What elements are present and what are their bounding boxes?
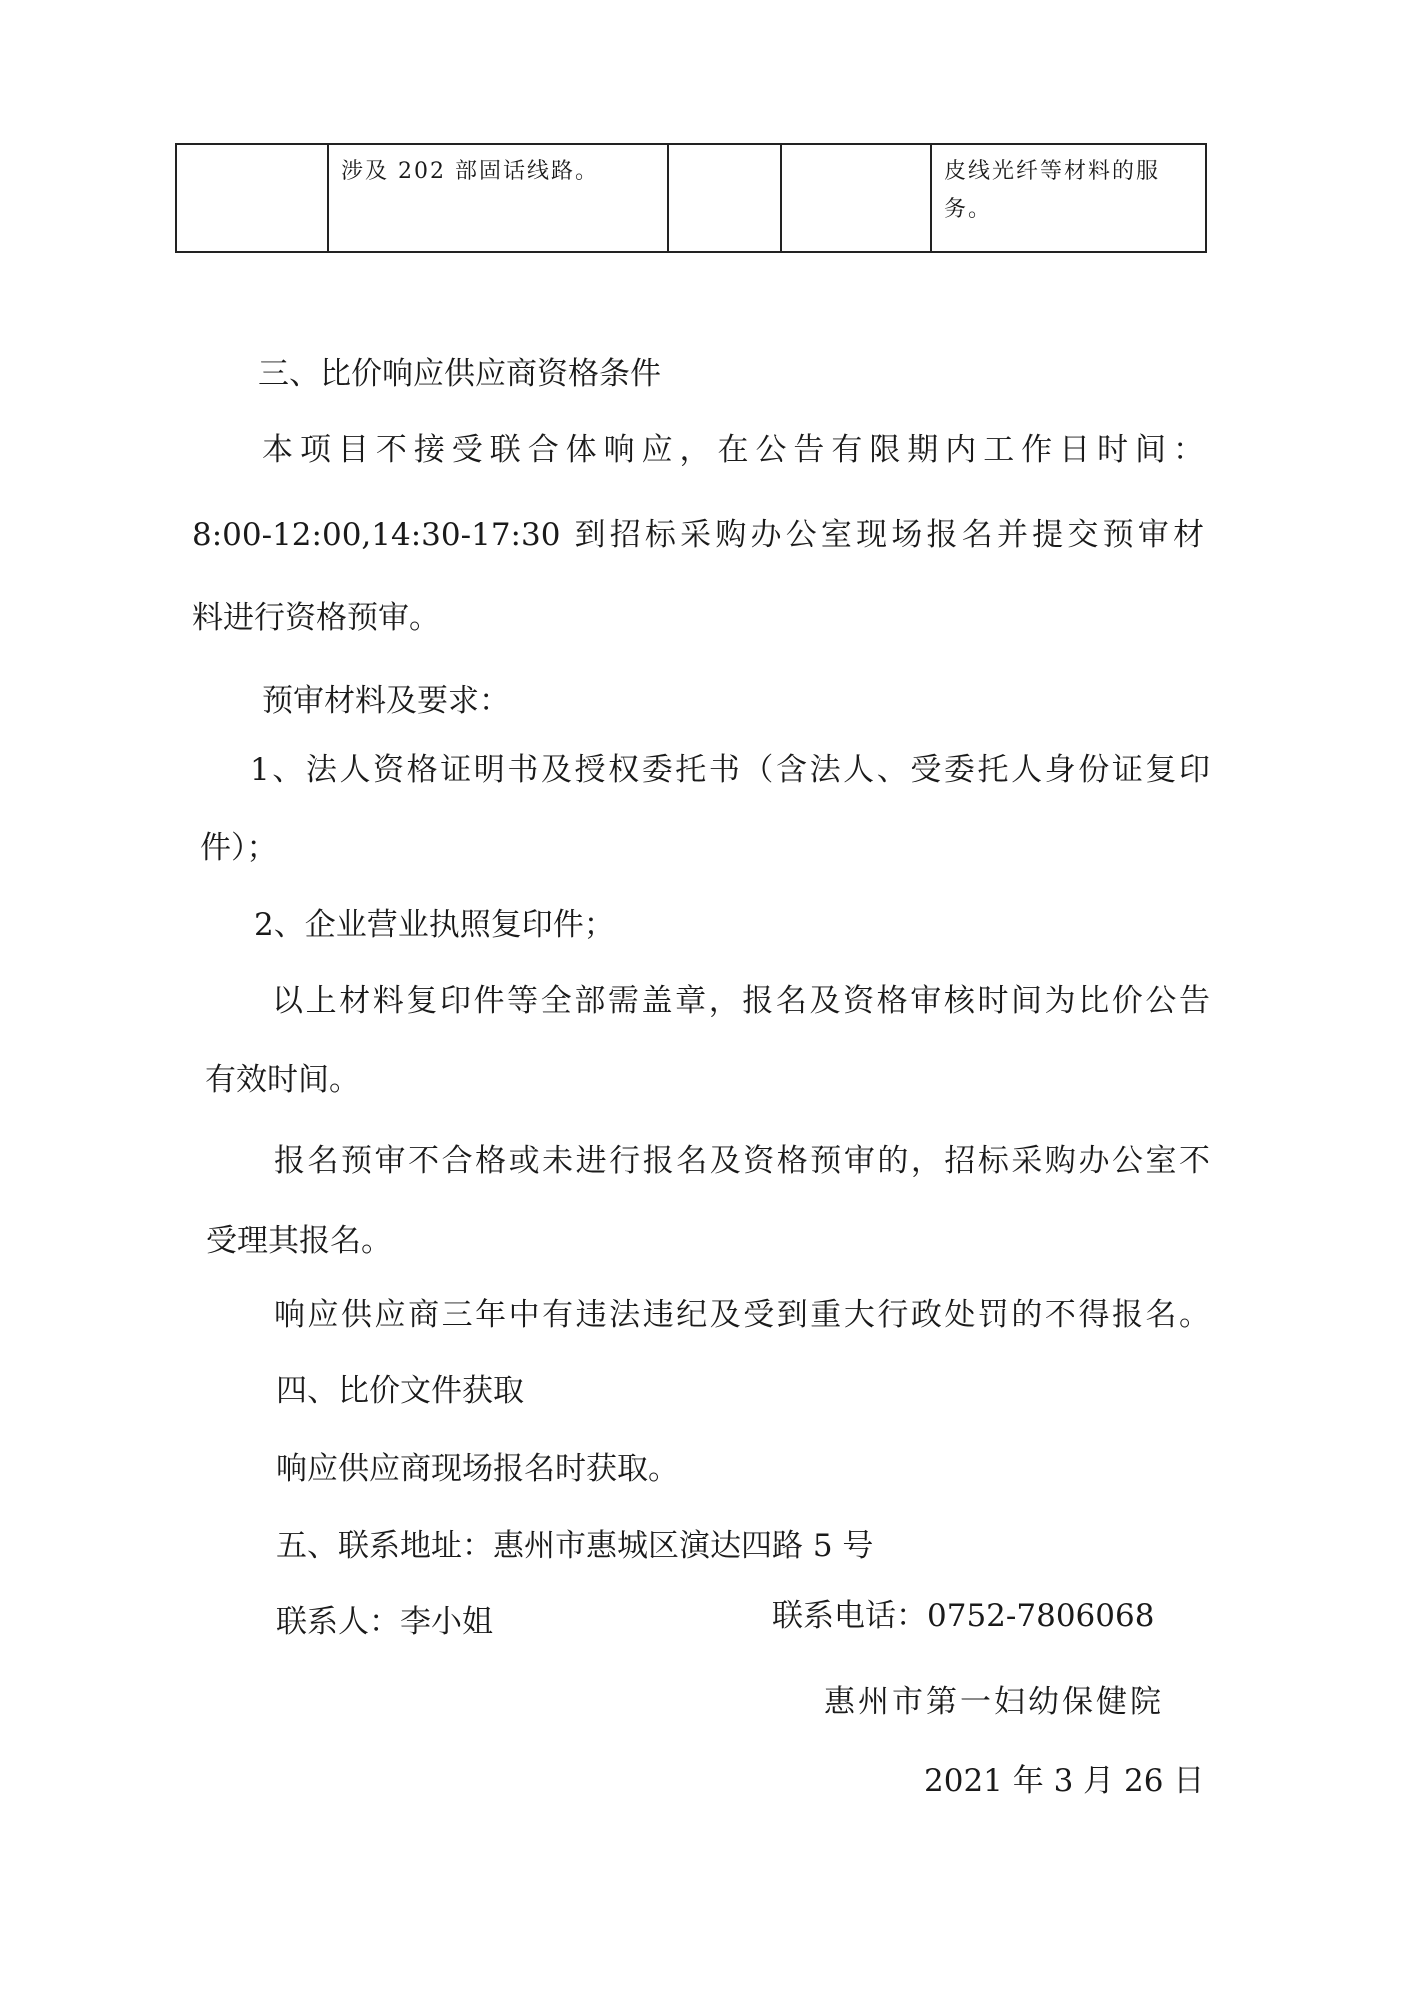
list-item: 1、法人资格证明书及授权委托书（含法人、受委托人身份证复印 — [250, 752, 1210, 788]
table-cell — [668, 144, 781, 252]
paragraph-line: 有效时间。 — [205, 1062, 360, 1098]
paragraph-line: 8:00-12:00,14:30-17:30 到招标采购办公室现场报名并提交预审材 — [192, 517, 1204, 553]
paragraph-line: 料进行资格预审。 — [192, 600, 440, 636]
paragraph-line: 本项目不接受联合体响应，在公告有限期内工作日时间： — [262, 432, 1204, 468]
section-heading-3: 三、比价响应供应商资格条件 — [258, 356, 661, 392]
table-cell: 皮线光纤等材料的服务。 — [931, 144, 1206, 252]
table — [175, 143, 1207, 253]
contact-person: 联系人：李小姐 — [276, 1604, 493, 1640]
signature-org: 惠州市第一妇幼保健院 — [824, 1684, 1164, 1720]
list-item-continuation: 件）； — [200, 830, 278, 866]
table-row — [176, 144, 1206, 252]
contact-address: 五、联系地址：惠州市惠城区演达四路 5 号 — [276, 1528, 874, 1564]
table-cell: 涉及 202 部固话线路。 — [328, 144, 668, 252]
paragraph-line: 以上材料复印件等全部需盖章，报名及资格审核时间为比价公告 — [272, 983, 1210, 1019]
materials-heading: 预审材料及要求： — [262, 683, 510, 719]
list-item: 2、企业营业执照复印件； — [254, 907, 615, 943]
signature-date: 2021 年 3 月 26 日 — [924, 1763, 1205, 1799]
paragraph-line: 响应供应商现场报名时获取。 — [276, 1451, 679, 1487]
continuation-table — [175, 143, 1205, 253]
table-cell — [781, 144, 931, 252]
section-heading-4: 四、比价文件获取 — [276, 1373, 524, 1409]
paragraph-line: 受理其报名。 — [206, 1223, 392, 1259]
paragraph-line: 报名预审不合格或未进行报名及资格预审的，招标采购办公室不 — [274, 1143, 1210, 1179]
paragraph-line: 响应供应商三年中有违法违纪及受到重大行政处罚的不得报名。 — [274, 1297, 1210, 1333]
contact-phone: 联系电话：0752-7806068 — [772, 1598, 1155, 1634]
table-cell — [176, 144, 328, 252]
